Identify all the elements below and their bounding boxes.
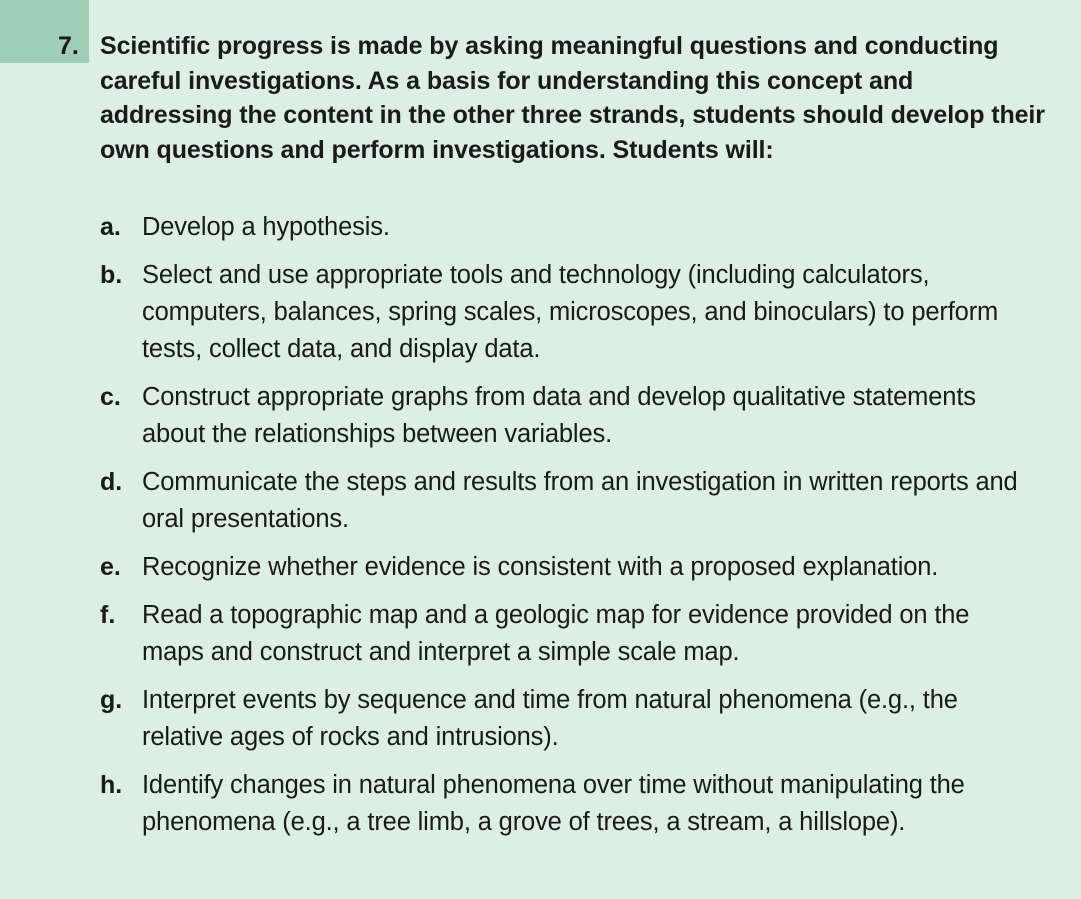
- list-item-c: [0, 379, 1081, 453]
- list-item-e: [0, 549, 1081, 586]
- item-letter: b.: [100, 261, 123, 289]
- item-letter: a.: [100, 213, 121, 241]
- standard-number: 7.: [58, 32, 79, 60]
- item-letter: g.: [100, 686, 123, 714]
- standard-statement: Scientific progress is made by asking meaningful questions and conducting careful investigations. As a basis for understanding this concept and addressing the content in the other three strands, students should develop their own questions and perform investigations. Students will:: [100, 32, 1045, 164]
- item-text: Select and use appropriate tools and technology (including calculators, computers, balances, spring scales, microscopes, and binoculars) to perform tests, collect data, and display data.: [142, 261, 999, 363]
- benchmark-list: [0, 209, 1081, 852]
- list-item-d: [0, 464, 1081, 538]
- item-text: Identify changes in natural phenomena over time without manipulating the phenomena (e.g., a tree limb, a grove of trees, a stream, a hillslope).: [142, 771, 965, 836]
- list-item-f: [0, 597, 1081, 671]
- item-letter: d.: [100, 468, 123, 496]
- item-letter: e.: [100, 553, 121, 581]
- item-text: Recognize whether evidence is consistent with a proposed explanation.: [142, 553, 939, 581]
- list-item-a: [0, 209, 1081, 246]
- item-text: Read a topographic map and a geologic map for evidence provided on the maps and construct and interpret a simple scale map.: [142, 601, 970, 666]
- list-item-b: [0, 257, 1081, 368]
- item-text: Interpret events by sequence and time from natural phenomena (e.g., the relative ages of rocks and intrusions).: [142, 686, 958, 751]
- item-text: Develop a hypothesis.: [142, 213, 390, 241]
- item-letter: f.: [100, 601, 116, 629]
- item-letter: c.: [100, 383, 121, 411]
- item-text: Communicate the steps and results from an investigation in written reports and oral presentations.: [142, 468, 1018, 533]
- item-letter: h.: [100, 771, 123, 799]
- list-item-g: [0, 682, 1081, 756]
- list-item-h: [0, 767, 1081, 841]
- item-text: Construct appropriate graphs from data and develop qualitative statements about the relationships between variables.: [142, 383, 976, 448]
